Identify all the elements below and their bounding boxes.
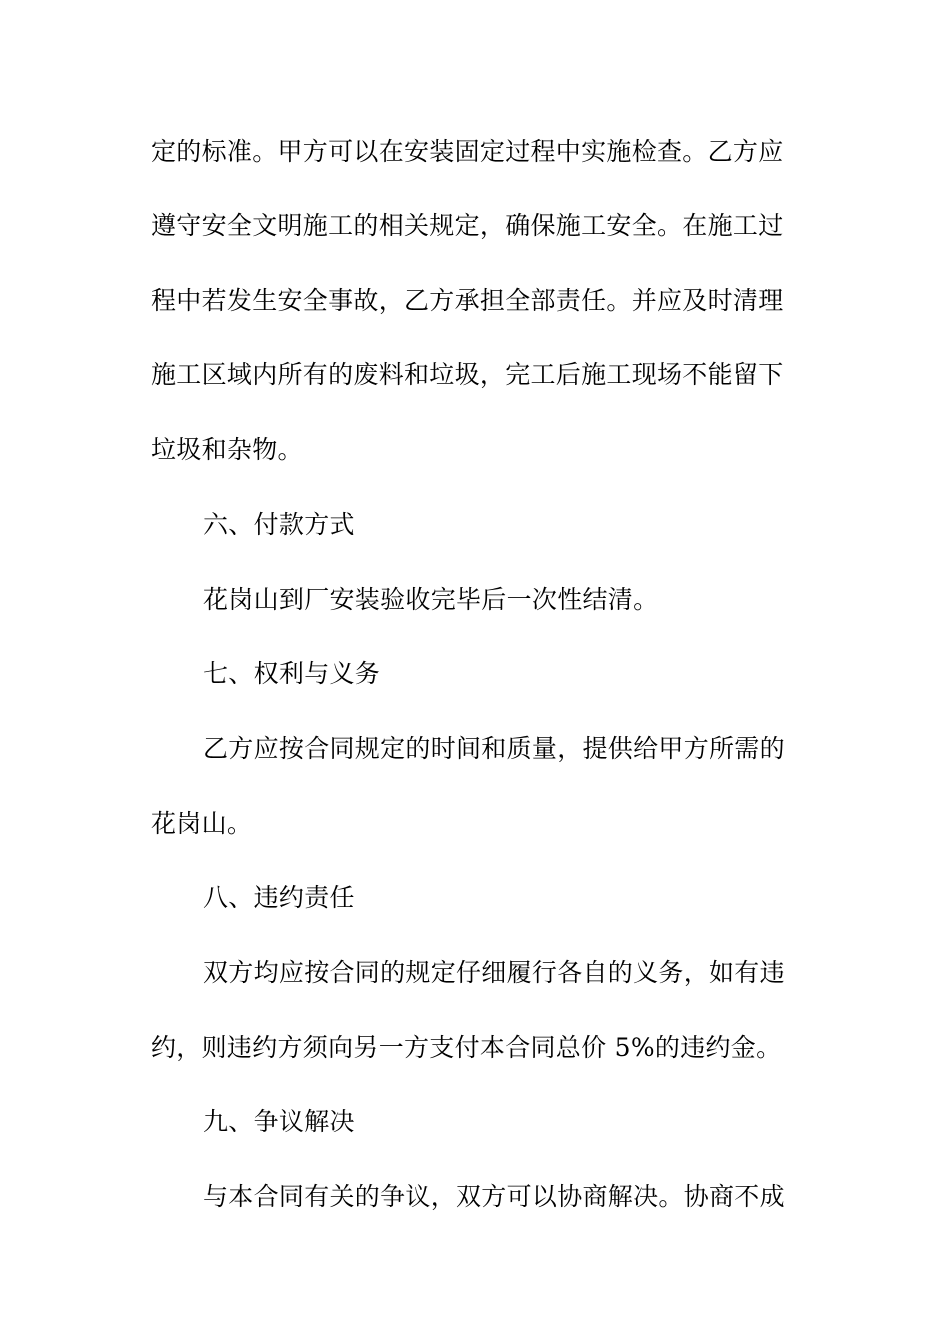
- paragraph-line: 垃圾和杂物。: [151, 435, 303, 464]
- section-heading-payment: 六、付款方式: [203, 510, 355, 539]
- section-heading-breach: 八、违约责任: [203, 883, 355, 912]
- section-heading-dispute: 九、争议解决: [203, 1107, 355, 1136]
- paragraph-line: 乙方应按合同规定的时间和质量，提供给甲方所需的: [203, 734, 785, 763]
- paragraph-line: 花岗山。: [151, 809, 253, 838]
- paragraph-line: 花岗山到厂安装验收完毕后一次性结清。: [203, 585, 659, 614]
- paragraph-line: 施工区域内所有的废料和垃圾，完工后施工现场不能留下: [151, 360, 784, 389]
- paragraph-line: 遵守安全文明施工的相关规定，确保施工安全。在施工过: [151, 211, 784, 240]
- section-heading-rights: 七、权利与义务: [203, 659, 381, 688]
- paragraph-line: 约，则违约方须向另一方支付本合同总价 5%的违约金。: [151, 1033, 782, 1062]
- paragraph-line: 双方均应按合同的规定仔细履行各自的义务，如有违: [203, 958, 785, 987]
- paragraph-line: 程中若发生安全事故，乙方承担全部责任。并应及时清理: [151, 286, 784, 315]
- paragraph-line: 与本合同有关的争议，双方可以协商解决。协商不成: [203, 1182, 785, 1211]
- paragraph-line: 定的标准。甲方可以在安装固定过程中实施检查。乙方应: [151, 137, 784, 166]
